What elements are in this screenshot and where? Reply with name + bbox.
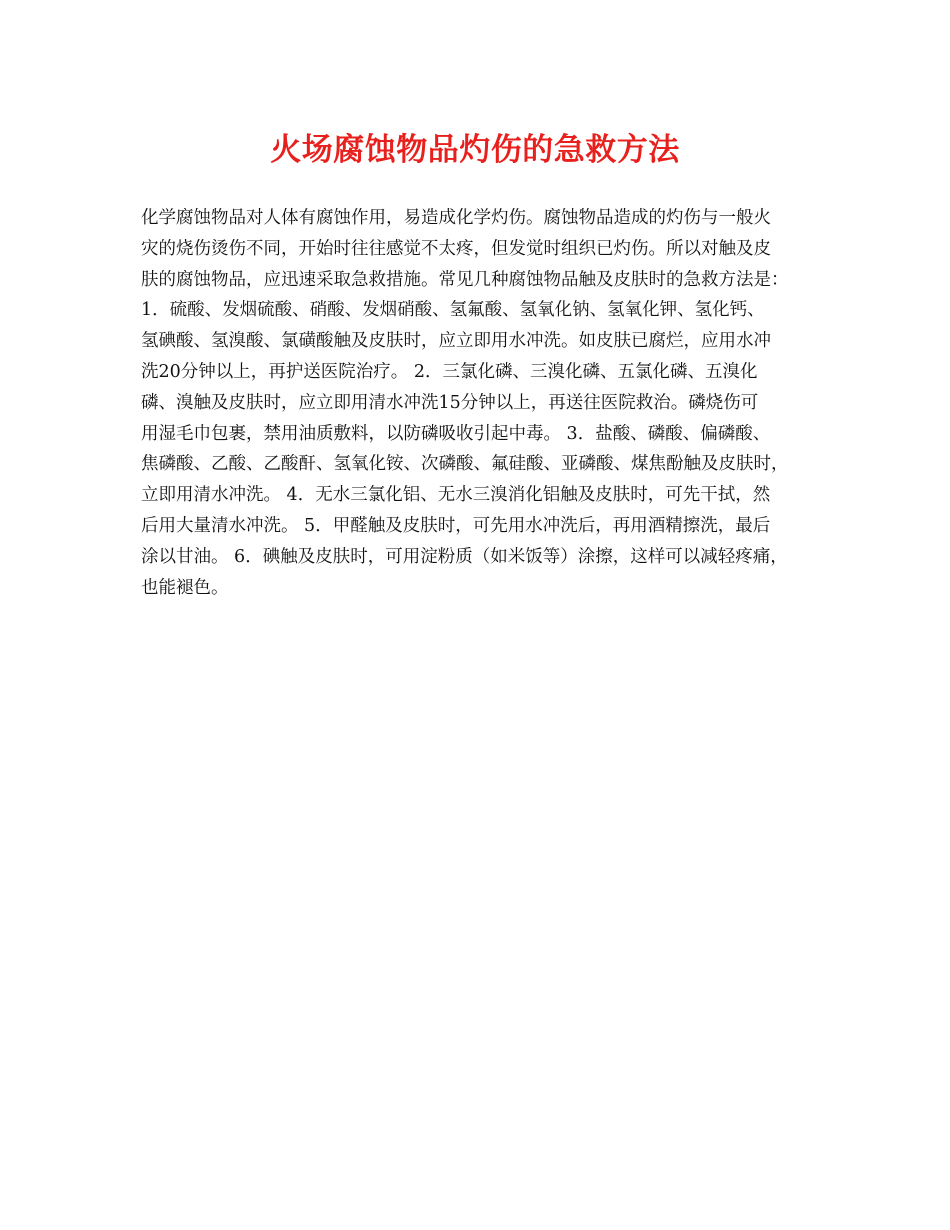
body-line: 洗20分钟以上，再护送医院治疗。 2．三氯化磷、三溴化磷、五氯化磷、五溴化: [141, 361, 758, 382]
body-line: 肤的腐蚀物品，应迅速采取急救措施。常见几种腐蚀物品触及皮肤时的急救方法是：: [141, 269, 789, 290]
body-line: 立即用清水冲洗。 4．无水三氯化铝、无水三溴消化铝触及皮肤时，可先干拭，然: [141, 485, 771, 506]
body-line: 化学腐蚀物品对人体有腐蚀作用，易造成化学灼伤。腐蚀物品造成的灼伤与一般火: [141, 208, 771, 228]
body-line: 1．硫酸、发烟硫酸、硝酸、发烟硝酸、氢氟酸、氢氧化钠、氢氧化钾、氢化钙、: [141, 300, 765, 321]
body-line: 涂以甘油。 6．碘触及皮肤时，可用淀粉质（如米饭等）涂擦，这样可以减轻疼痛，: [141, 546, 788, 567]
body-line: 焦磷酸、乙酸、乙酸酐、氢氧化铵、次磷酸、氟硅酸、亚磷酸、煤焦酚触及皮肤时，: [141, 454, 789, 475]
document-body: [141, 203, 821, 603]
body-line: 用湿毛巾包裹，禁用油质敷料，以防磷吸收引起中毒。 3．盐酸、磷酸、偏磷酸、: [141, 423, 771, 444]
body-line: 灾的烧伤烫伤不同，开始时往往感觉不太疼，但发觉时组织已灼伤。所以对触及皮: [141, 238, 771, 259]
body-line: 磷、溴触及皮肤时，应立即用清水冲洗15分钟以上，再送往医院救治。磷烧伤可: [141, 392, 759, 413]
body-line: 氢碘酸、氢溴酸、氯磺酸触及皮肤时，应立即用水冲洗。如皮肤已腐烂，应用水冲: [141, 331, 771, 352]
body-line: 后用大量清水冲洗。 5．甲醛触及皮肤时，可先用水冲洗后，再用酒精擦洗，最后: [141, 515, 771, 536]
body-line: 也能褪色。: [141, 577, 229, 598]
document-title: 火场腐蚀物品灼伤的急救方法: [270, 132, 680, 168]
